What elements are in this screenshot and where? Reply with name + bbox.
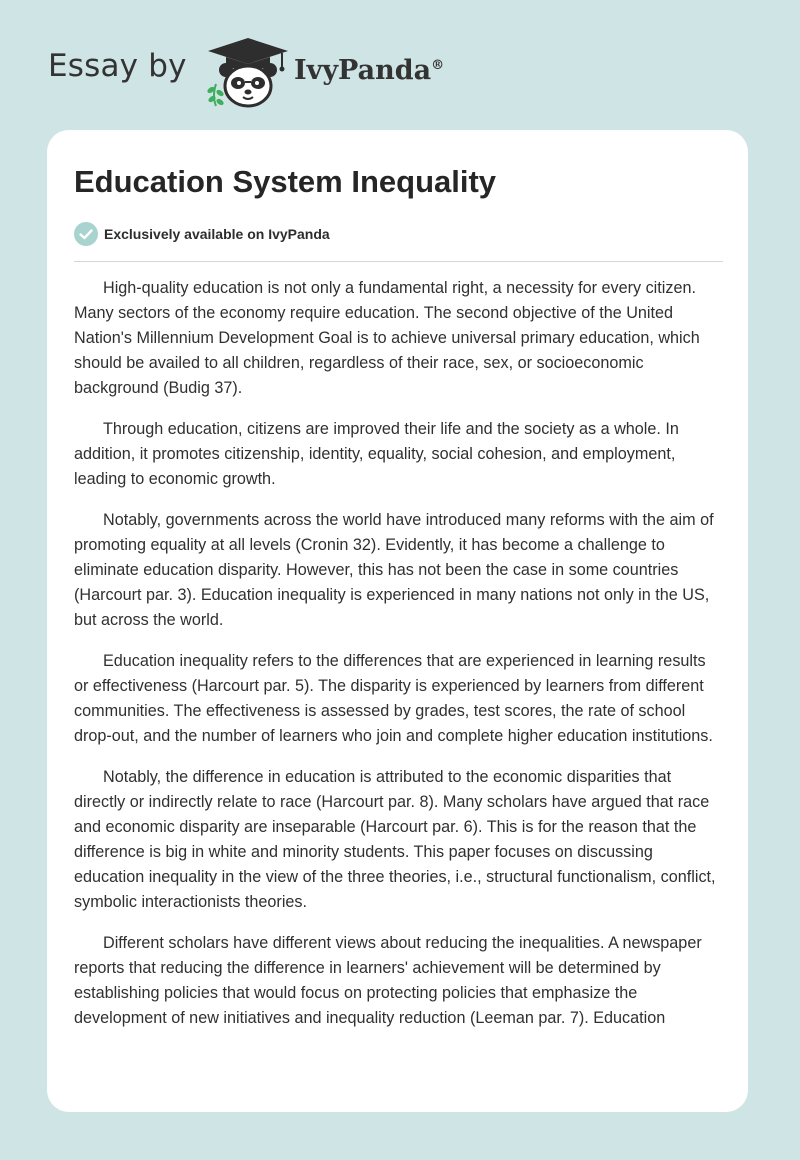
essay-card	[47, 130, 748, 1112]
availability-badge	[74, 222, 330, 246]
registered-mark: ®	[431, 58, 445, 73]
brand-name[interactable]: IvyPanda®	[294, 55, 445, 86]
essay-body	[74, 276, 724, 1047]
divider	[74, 261, 723, 262]
paragraph: High-quality education is not only a fundamental right, a necessity for every citizen. Many sectors of the economy require education. The second objective of the United Nation's Millennium Development Goal is to achieve universal primary education, which should be availed to all children, regardless of their race, sex, or socioeconomic background (Budig 37).	[74, 279, 700, 397]
check-badge-icon	[74, 222, 98, 246]
paragraph: Notably, the difference in education is attributed to the economic disparities that directly or indirectly relate to race (Harcourt par. 8). Many scholars have argued that race and economic disparity are inseparable (Harcourt par. 6). This is for the reason that the difference is big in white and minority students. This paper focuses on discussing education inequality in the view of the three theories, i.e., structural functionalism, conflict, symbolic interactionists theories.	[74, 768, 716, 911]
essay-by-label: Essay by	[48, 48, 187, 84]
paragraph: Notably, governments across the world have introduced many reforms with the aim of promoting equality at all levels (Cronin 32). Evidently, it has become a challenge to eliminate education disparity. However, this has not been the case in some countries (Harcourt par. 3). Education inequality is experienced in many nations not only in the US, but across the world.	[74, 511, 714, 629]
paragraph: Through education, citizens are improved their life and the society as a whole. In addition, it promotes citizenship, identity, equality, social cohesion, and employment, leading to economic growth.	[74, 420, 679, 488]
panda-logo-icon[interactable]	[202, 34, 294, 110]
paragraph: Different scholars have different views about reducing the inequalities. A newspaper reports that reducing the difference in learners' achievement will be determined by establishing policies that would focus on protecting policies that emphasize the development of new initiatives and inequality reduction (Leeman par. 7). Education	[74, 934, 702, 1027]
availability-text: Exclusively available on IvyPanda	[104, 226, 330, 242]
page-title: Education System Inequality	[74, 164, 497, 199]
site-header	[48, 34, 508, 114]
paragraph: Education inequality refers to the differences that are experienced in learning results or effectiveness (Harcourt par. 5). The disparity is experienced by learners from different communities. The effectiveness is assessed by grades, test scores, the rate of school drop-out, and the number of learners who join and complete higher education institutions.	[74, 652, 713, 745]
